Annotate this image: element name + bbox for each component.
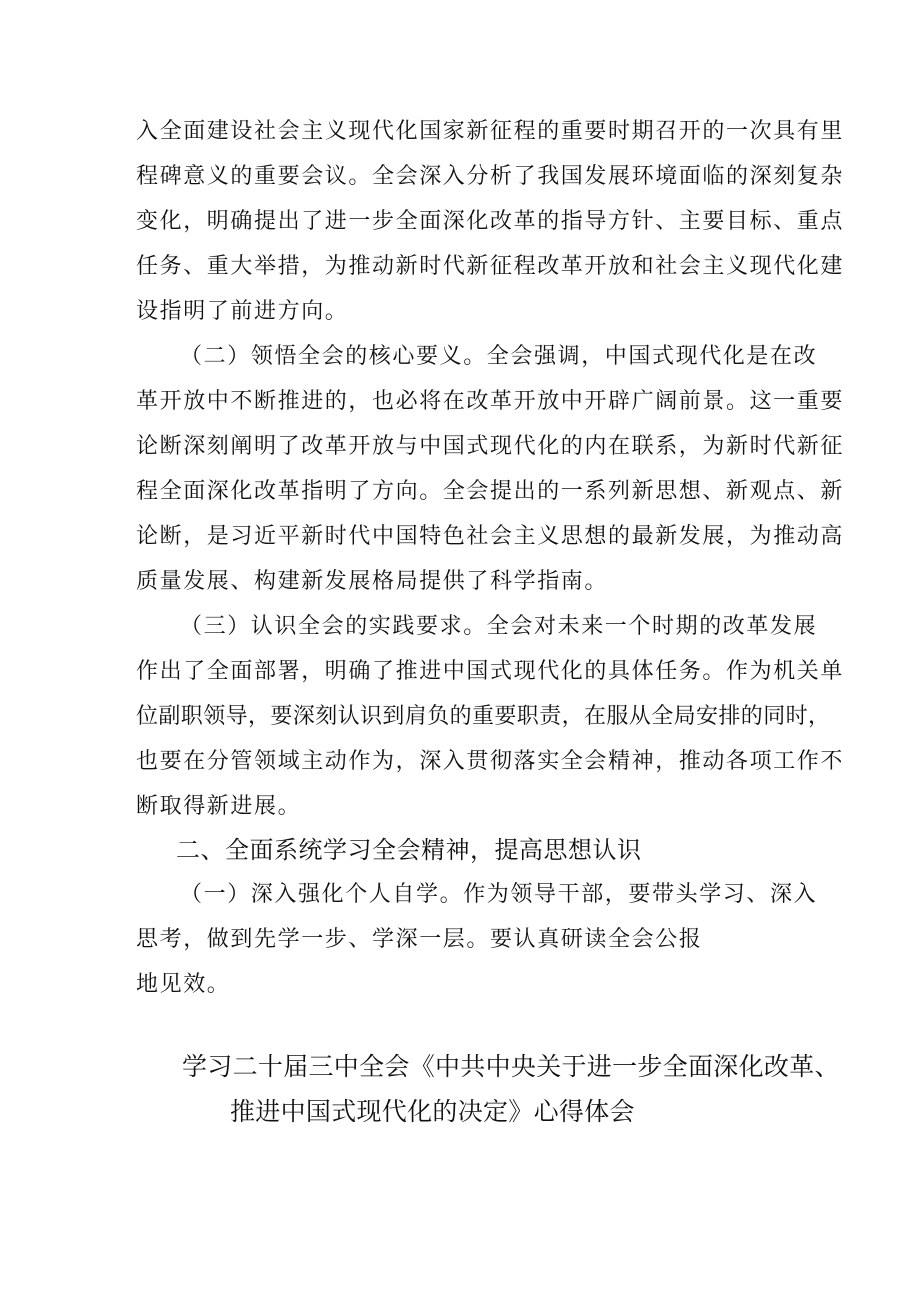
text-line: 任务、重大举措，为推动新时代新征程改革开放和社会主义现代化建 [136,254,845,279]
section-heading: 二、全面系统学习全会精神，提高思想认识 [176,836,642,864]
title-line-1: 学习二十届三中全会《中共中央关于进一步全面深化改革、 [182,1052,840,1081]
text-line: （二）领悟全会的核心要义。全会强调，中国式现代化是在改 [180,344,818,369]
text-line: 质量发展、构建新发展格局提供了科学指南。 [136,569,609,594]
title-line-2: 推进中国式现代化的决定》心得体会 [230,1097,635,1126]
text-line: 断取得新进展。 [136,794,302,819]
text-line: （三）认识全会的实践要求。全会对未来一个时期的改革发展 [180,614,818,639]
text-line: 程碑意义的重要会议。全会深入分析了我国发展环境面临的深刻复杂 [136,164,845,189]
text-line: 设指明了前进方向。 [136,299,349,324]
text-line: 思考，做到先学一步、学深一层。要认真研读全会公报 [136,927,703,952]
text-line: 地见效。 [136,972,231,997]
text-line: 入全面建设社会主义现代化国家新征程的重要时期召开的一次具有里 [136,119,845,144]
text-line: 位副职领导，要深刻认识到肩负的重要职责，在服从全局安排的同时， [136,704,831,729]
text-line: 革开放中不断推进的，也必将在改革开放中开辟广阔前景。这一重要 [136,389,845,414]
text-line: （一）深入强化个人自学。作为领导干部，要带头学习、深入 [180,882,818,907]
text-line: 也要在分管领域主动作为，深入贯彻落实全会精神，推动各项工作不 [136,749,845,774]
text-line: 论断，是习近平新时代中国特色社会主义思想的最新发展，为推动高 [136,524,845,549]
text-line: 变化，明确提出了进一步全面深化改革的指导方针、主要目标、重点 [136,209,845,234]
text-line: 程全面深化改革指明了方向。全会提出的一系列新思想、新观点、新 [136,479,845,504]
text-line: 论断深刻阐明了改革开放与中国式现代化的内在联系，为新时代新征 [136,434,845,459]
text-line: 作出了全面部署，明确了推进中国式现代化的具体任务。作为机关单 [136,659,845,684]
